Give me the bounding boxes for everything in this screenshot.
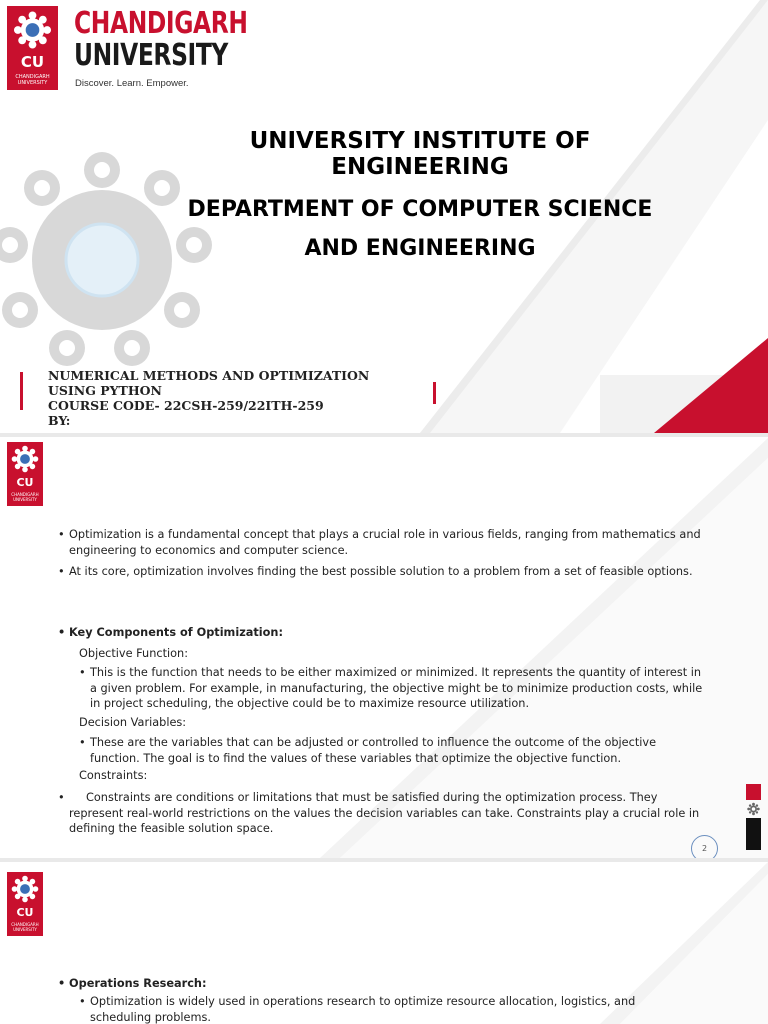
- logo-university-text: CHANDIGARH UNIVERSITY: [11, 492, 39, 502]
- content-slide-3: [0, 862, 768, 1024]
- course-info: [48, 368, 369, 428]
- institute-title-line1: UNIVERSITY INSTITUTE OF: [249, 128, 591, 154]
- title-slide: [0, 0, 768, 433]
- logo-university-text: CHANDIGARH UNIVERSITY: [11, 922, 39, 932]
- logo-university-text: CHANDIGARH UNIVERSITY: [15, 74, 50, 86]
- logo-cu-text: CU: [16, 906, 34, 919]
- course-by: BY:: [48, 413, 71, 428]
- constraints-heading: Constraints:: [79, 769, 148, 782]
- decision-text: • These are the variables that can be adjusted or controlled to influence the outcome of the objective function. The goal is to find the values of these variables that optimize the objective function.: [90, 735, 690, 766]
- brand-name-line2: UNIVERSITY: [74, 38, 228, 73]
- slide-separator: [0, 433, 768, 437]
- operations-research-text: • Optimization is widely used in operations research to optimize resource allocation, logistics, and scheduling problems.: [90, 994, 690, 1024]
- course-title-line1: NUMERICAL METHODS AND OPTIMIZATION: [48, 368, 370, 383]
- course-title-line2: USING PYTHON: [48, 383, 162, 398]
- brand-tagline: Discover. Learn. Empower.: [75, 78, 189, 89]
- gear-globe-icon: [11, 875, 39, 903]
- objective-text: • This is the function that needs to be either maximized or minimized. It represents the quantity of interest in a given problem. For example, in manufacturing, the objective might be to minimize production costs, while in project scheduling, the objective could be to maximize resource utilization.: [90, 665, 710, 712]
- side-gear-icon: [746, 802, 761, 816]
- operations-research-heading: • Operations Research:: [69, 976, 689, 992]
- university-logo-small: [7, 872, 43, 936]
- university-logo: [7, 6, 58, 90]
- bullet-intro: • Optimization is a fundamental concept that plays a crucial role in various fields, ranging from mathematics and engineering to economics and computer science.: [69, 527, 704, 558]
- objective-heading: Objective Function:: [79, 647, 189, 660]
- university-logo-small: [7, 442, 43, 506]
- content-slide-2: [0, 438, 768, 858]
- bullet-dot: •: [58, 791, 65, 804]
- course-code: COURSE CODE- 22CSH-259/22ITH-259: [48, 398, 324, 413]
- side-black-tab: [746, 818, 761, 850]
- logo-cu-text: CU: [16, 476, 34, 489]
- constraints-text: Constraints are conditions or limitations that must be satisfied during the optimization process. They represent real-world restrictions on the values the decision variables can take. Constraints play a crucial role in defining the feasible solution space.: [69, 791, 700, 835]
- decision-heading: Decision Variables:: [79, 716, 187, 729]
- accent-bar-right: [433, 382, 436, 404]
- accent-bar-left: [20, 372, 23, 410]
- bullet-core: • At its core, optimization involves finding the best possible solution to a problem from a set of feasible options.: [69, 564, 704, 580]
- institute-title: [120, 128, 720, 180]
- department-title-line1: DEPARTMENT OF COMPUTER SCIENCE: [187, 197, 653, 222]
- gear-globe-icon: [11, 445, 39, 473]
- department-title-line2: AND ENGINEERING: [304, 236, 536, 261]
- logo-cu-text: CU: [20, 53, 45, 71]
- institute-title-line2: ENGINEERING: [331, 154, 509, 180]
- page-number: 2: [691, 835, 718, 858]
- side-red-tab: [746, 784, 761, 800]
- gear-globe-icon: [13, 10, 52, 50]
- key-components-heading: • Key Components of Optimization:: [69, 625, 704, 641]
- brand-name-line1: CHANDIGARH: [74, 6, 248, 41]
